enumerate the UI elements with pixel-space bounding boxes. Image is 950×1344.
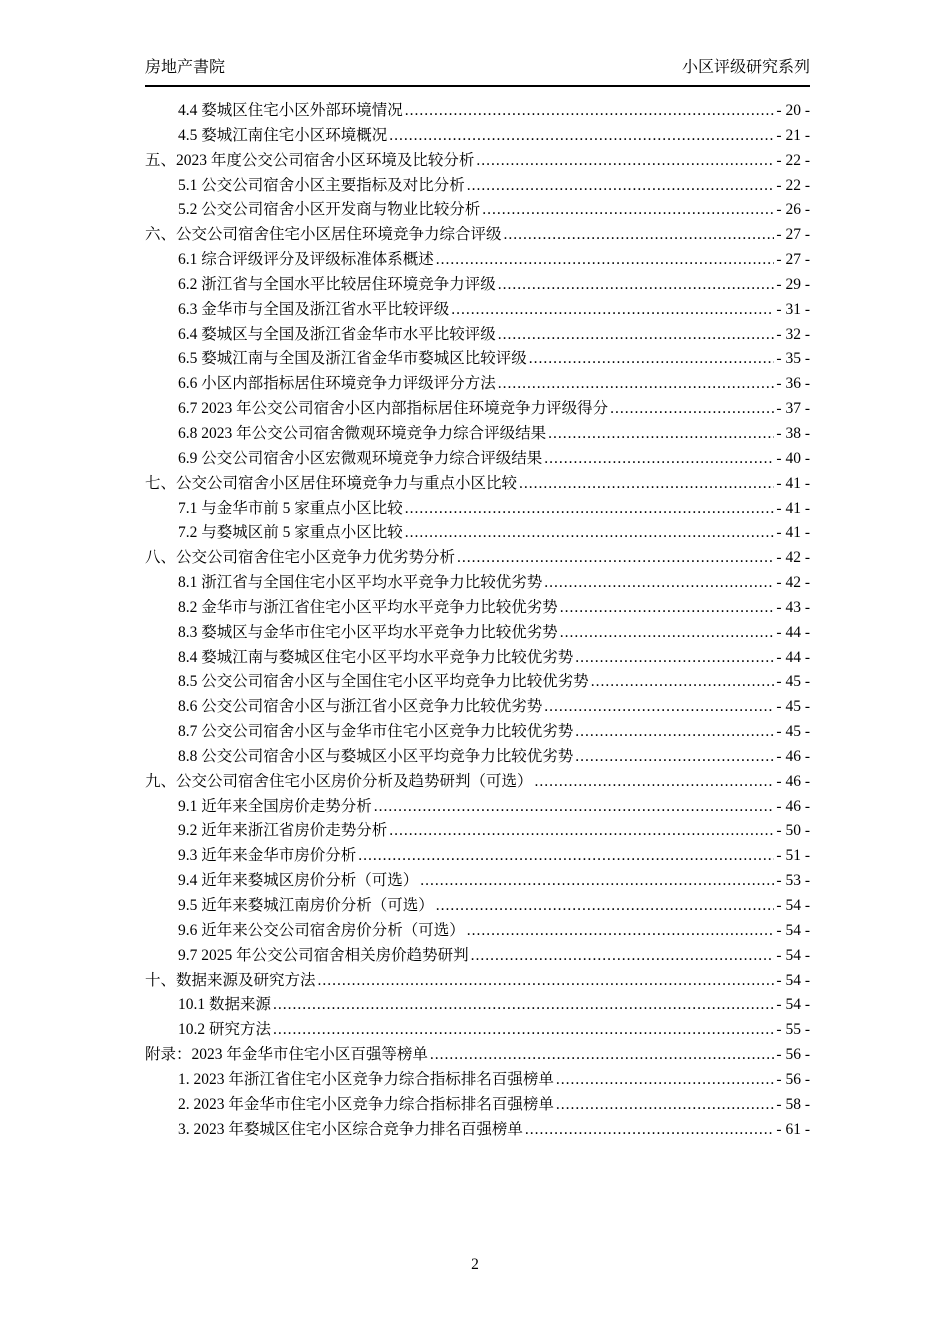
toc-dot-leader bbox=[430, 1046, 775, 1064]
toc-dot-leader bbox=[504, 226, 775, 244]
toc-entry[interactable] bbox=[145, 272, 810, 297]
toc-dot-leader bbox=[560, 624, 775, 642]
toc-entry-page: - 51 - bbox=[776, 847, 810, 865]
toc-entry[interactable] bbox=[145, 247, 810, 272]
toc-entry-label: 九、公交公司宿舍住宅小区房价分析及趋势研判（可选） bbox=[145, 772, 533, 790]
toc-entry-page: - 31 - bbox=[776, 300, 810, 318]
toc-dot-leader bbox=[420, 872, 774, 890]
toc-entry-page: - 46 - bbox=[776, 772, 810, 790]
header-left-title: 房地产書院 bbox=[145, 59, 226, 76]
toc-dot-leader bbox=[535, 773, 775, 791]
toc-dot-leader bbox=[610, 400, 774, 418]
toc-entry-label: 3. 2023 年婺城区住宅小区综合竞争力排名百强榜单 bbox=[178, 1120, 523, 1138]
toc-dot-leader bbox=[476, 152, 774, 170]
toc-entry-label: 8.5 公交公司宿舍小区与全国住宅小区平均竞争力比较优劣势 bbox=[178, 673, 589, 691]
toc-dot-leader bbox=[389, 822, 774, 840]
toc-dot-leader bbox=[436, 251, 775, 269]
toc-entry-page: - 54 - bbox=[776, 921, 810, 939]
toc-dot-leader bbox=[575, 723, 774, 741]
toc-entry-label: 8.2 金华市与浙江省住宅小区平均水平竞争力比较优劣势 bbox=[178, 598, 558, 616]
toc-dot-leader bbox=[556, 1096, 775, 1114]
toc-entry[interactable] bbox=[145, 818, 810, 843]
toc-entry[interactable] bbox=[145, 322, 810, 347]
toc-entry-page: - 54 - bbox=[776, 946, 810, 964]
toc-dot-leader bbox=[405, 500, 775, 518]
toc-entry-page: - 54 - bbox=[776, 996, 810, 1014]
toc-dot-leader bbox=[498, 375, 775, 393]
toc-dot-leader bbox=[273, 1021, 774, 1039]
toc-dot-leader bbox=[529, 350, 775, 368]
toc-entry-page: - 45 - bbox=[776, 723, 810, 741]
toc-dot-leader bbox=[457, 549, 774, 567]
toc-entry-page: - 36 - bbox=[776, 375, 810, 393]
toc-entry[interactable] bbox=[145, 669, 810, 694]
toc-entry-label: 7.2 与婺城区前 5 家重点小区比较 bbox=[178, 524, 403, 542]
toc-entry[interactable] bbox=[145, 868, 810, 893]
toc-dot-leader bbox=[374, 798, 775, 816]
toc-entry-label: 七、公交公司宿舍小区居住环境竞争力与重点小区比较 bbox=[145, 474, 518, 492]
toc-entry[interactable] bbox=[145, 943, 810, 968]
toc-entry[interactable] bbox=[145, 471, 810, 496]
toc-entry-page: - 29 - bbox=[776, 275, 810, 293]
toc-entry[interactable] bbox=[145, 297, 810, 322]
toc-entry-label: 9.5 近年来婺城江南房价分析（可选） bbox=[178, 897, 434, 914]
toc-entry[interactable] bbox=[145, 620, 810, 645]
toc-entry-label: 8.8 公交公司宿舍小区与婺城区小区平均竞争力比较优劣势 bbox=[178, 747, 574, 765]
toc-dot-leader bbox=[519, 475, 774, 493]
toc-entry-page: - 54 - bbox=[776, 897, 810, 914]
toc-entry-label: 2. 2023 年金华市住宅小区竞争力综合指标排名百强榜单 bbox=[178, 1095, 554, 1113]
toc-entry[interactable] bbox=[145, 520, 810, 545]
toc-entry[interactable] bbox=[145, 794, 810, 819]
toc-entry[interactable] bbox=[145, 197, 810, 222]
toc-entry-label: 10.2 研究方法 bbox=[178, 1021, 272, 1039]
toc-entry[interactable] bbox=[145, 1042, 810, 1067]
toc-entry-label: 5.1 公交公司宿舍小区主要指标及对比分析 bbox=[178, 176, 465, 194]
toc-entry-label: 8.4 婺城江南与婺城区住宅小区平均水平竞争力比较优劣势 bbox=[178, 648, 574, 666]
toc-entry-page: - 46 - bbox=[776, 797, 810, 815]
toc-dot-leader bbox=[591, 673, 775, 691]
toc-entry-page: - 41 - bbox=[776, 474, 810, 492]
toc-entry-label: 八、公交公司宿舍住宅小区竞争力优劣势分析 bbox=[145, 549, 456, 567]
toc-entry-page: - 50 - bbox=[776, 822, 810, 840]
toc-dot-leader bbox=[471, 947, 775, 965]
toc-entry-label: 六、公交公司宿舍住宅小区居住环境竞争力综合评级 bbox=[145, 226, 502, 244]
toc-entry-label: 6.2 浙江省与全国水平比较居住环境竞争力评级 bbox=[178, 275, 496, 293]
toc-entry[interactable] bbox=[145, 222, 810, 247]
toc-entry-page: - 27 - bbox=[776, 226, 810, 244]
toc-entry-label: 10.1 数据来源 bbox=[178, 996, 272, 1014]
toc-entry[interactable] bbox=[145, 968, 810, 993]
toc-entry-label: 1. 2023 年浙江省住宅小区竞争力综合指标排名百强榜单 bbox=[178, 1070, 554, 1088]
toc-entry-page: - 46 - bbox=[776, 747, 810, 765]
toc-entry-page: - 41 - bbox=[776, 524, 810, 542]
toc-entry-page: - 27 - bbox=[776, 251, 810, 269]
toc-entry-page: - 32 - bbox=[776, 325, 810, 343]
toc-entry-label: 9.3 近年来金华市房价分析 bbox=[178, 847, 357, 865]
toc-entry[interactable] bbox=[145, 98, 810, 123]
toc-entry[interactable] bbox=[145, 744, 810, 769]
toc-entry[interactable] bbox=[145, 645, 810, 670]
toc-entry-page: - 43 - bbox=[776, 598, 810, 616]
toc-dot-leader bbox=[436, 897, 775, 915]
toc-entry-page: - 41 - bbox=[776, 499, 810, 517]
toc-entry-label: 9.4 近年来婺城区房价分析（可选） bbox=[178, 872, 419, 890]
toc-entry-page: - 56 - bbox=[776, 1070, 810, 1088]
toc-entry-page: - 38 - bbox=[776, 424, 810, 442]
toc-dot-leader bbox=[405, 524, 775, 542]
toc-dot-leader bbox=[273, 996, 774, 1014]
toc-entry-label: 附录：2023 年金华市住宅小区百强等榜单 bbox=[145, 1046, 428, 1064]
toc-dot-leader bbox=[451, 301, 774, 319]
toc-entry[interactable] bbox=[145, 1117, 810, 1142]
toc-dot-leader bbox=[544, 574, 774, 592]
toc-entry[interactable] bbox=[145, 148, 810, 173]
toc-dot-leader bbox=[544, 698, 774, 716]
toc-entry[interactable] bbox=[145, 421, 810, 446]
toc-entry-page: - 53 - bbox=[776, 872, 810, 890]
toc-entry-label: 6.4 婺城区与全国及浙江省金华市水平比较评级 bbox=[178, 325, 496, 343]
toc-entry-label: 6.1 综合评级评分及评级标准体系概述 bbox=[178, 251, 434, 269]
toc-entry-label: 6.9 公交公司宿舍小区宏微观环境竞争力综合评级结果 bbox=[178, 449, 543, 467]
toc-entry[interactable] bbox=[145, 893, 810, 918]
page-header bbox=[145, 58, 810, 87]
toc-entry-page: - 37 - bbox=[776, 400, 810, 418]
toc-entry-page: - 44 - bbox=[776, 623, 810, 641]
page-footer bbox=[0, 1256, 950, 1274]
toc-entry-page: - 45 - bbox=[776, 698, 810, 716]
toc-entry-label: 6.7 2023 年公交公司宿舍小区内部指标居住环境竞争力评级得分 bbox=[178, 400, 609, 418]
toc-entry-label: 9.1 近年来全国房价走势分析 bbox=[178, 797, 372, 815]
toc-entry-page: - 45 - bbox=[776, 673, 810, 691]
toc-dot-leader bbox=[358, 847, 774, 865]
toc-entry[interactable] bbox=[145, 123, 810, 148]
toc-entry-label: 8.6 公交公司宿舍小区与浙江省小区竞争力比较优劣势 bbox=[178, 698, 543, 716]
toc-entry-label: 8.7 公交公司宿舍小区与金华市住宅小区竞争力比较优劣势 bbox=[178, 723, 574, 741]
toc-entry[interactable] bbox=[145, 545, 810, 570]
toc-dot-leader bbox=[575, 748, 774, 766]
toc-entry[interactable] bbox=[145, 570, 810, 595]
toc-entry-page: - 20 - bbox=[776, 102, 810, 119]
toc-entry-page: - 56 - bbox=[776, 1046, 810, 1064]
toc-entry[interactable] bbox=[145, 396, 810, 421]
toc-entry-label: 9.6 近年来公交公司宿舍房价分析（可选） bbox=[178, 921, 465, 939]
toc-dot-leader bbox=[467, 177, 775, 195]
toc-dot-leader bbox=[498, 276, 775, 294]
toc-entry-label: 8.1 浙江省与全国住宅小区平均水平竞争力比较优劣势 bbox=[178, 574, 543, 592]
toc-entry-page: - 35 - bbox=[776, 350, 810, 368]
toc-dot-leader bbox=[548, 425, 774, 443]
toc-dot-leader bbox=[575, 649, 774, 667]
toc-entry[interactable] bbox=[145, 719, 810, 744]
toc-entry-label: 4.5 婺城江南住宅小区环境概况 bbox=[178, 126, 388, 144]
toc-entry-label: 9.2 近年来浙江省房价走势分析 bbox=[178, 822, 388, 840]
toc-entry[interactable] bbox=[145, 173, 810, 198]
toc-entry-page: - 61 - bbox=[776, 1120, 810, 1138]
toc-dot-leader bbox=[467, 922, 775, 940]
toc-entry-page: - 26 - bbox=[776, 201, 810, 219]
toc-entry-page: - 42 - bbox=[776, 549, 810, 567]
toc-entry[interactable] bbox=[145, 371, 810, 396]
toc-entry-page: - 44 - bbox=[776, 648, 810, 666]
toc-entry-page: - 40 - bbox=[776, 449, 810, 467]
table-of-contents bbox=[145, 98, 810, 1141]
toc-entry-label: 7.1 与金华市前 5 家重点小区比较 bbox=[178, 499, 403, 517]
toc-entry-page: - 55 - bbox=[776, 1021, 810, 1039]
toc-entry-label: 4.4 婺城区住宅小区外部环境情况 bbox=[178, 102, 403, 119]
toc-entry-page: - 22 - bbox=[776, 176, 810, 194]
toc-dot-leader bbox=[544, 450, 774, 468]
toc-entry-label: 6.5 婺城江南与全国及浙江省金华市婺城区比较评级 bbox=[178, 350, 527, 368]
toc-dot-leader bbox=[482, 201, 774, 219]
toc-entry[interactable] bbox=[145, 446, 810, 471]
toc-entry[interactable] bbox=[145, 1092, 810, 1117]
toc-entry-label: 6.3 金华市与全国及浙江省水平比较评级 bbox=[178, 300, 450, 318]
toc-entry-label: 5.2 公交公司宿舍小区开发商与物业比较分析 bbox=[178, 201, 481, 219]
toc-dot-leader bbox=[525, 1121, 775, 1139]
toc-entry[interactable] bbox=[145, 1067, 810, 1092]
toc-entry[interactable] bbox=[145, 694, 810, 719]
toc-entry-label: 五、2023 年度公交公司宿舍小区环境及比较分析 bbox=[145, 151, 475, 169]
toc-entry-page: - 54 - bbox=[776, 971, 810, 989]
toc-entry-label: 9.7 2025 年公交公司宿舍相关房价趋势研判 bbox=[178, 946, 469, 964]
toc-entry[interactable] bbox=[145, 1017, 810, 1042]
toc-entry-page: - 22 - bbox=[776, 151, 810, 169]
toc-entry[interactable] bbox=[145, 595, 810, 620]
header-right-title: 小区评级研究系列 bbox=[681, 59, 810, 76]
toc-dot-leader bbox=[556, 1071, 775, 1089]
toc-dot-leader bbox=[318, 972, 775, 990]
toc-entry-label: 6.6 小区内部指标居住环境竞争力评级评分方法 bbox=[178, 375, 496, 393]
toc-entry[interactable] bbox=[145, 346, 810, 371]
toc-entry[interactable] bbox=[145, 496, 810, 521]
toc-entry-label: 十、数据来源及研究方法 bbox=[145, 971, 316, 989]
toc-dot-leader bbox=[498, 326, 775, 344]
toc-entry-page: - 21 - bbox=[776, 126, 810, 144]
toc-dot-leader bbox=[405, 102, 775, 120]
page-number: 2 bbox=[471, 1256, 479, 1273]
toc-dot-leader bbox=[389, 127, 774, 145]
toc-dot-leader bbox=[560, 599, 775, 617]
toc-entry-page: - 58 - bbox=[776, 1095, 810, 1113]
toc-entry[interactable] bbox=[145, 843, 810, 868]
toc-entry[interactable] bbox=[145, 918, 810, 943]
toc-entry[interactable] bbox=[145, 769, 810, 794]
toc-entry-label: 8.3 婺城区与金华市住宅小区平均水平竞争力比较优劣势 bbox=[178, 623, 558, 641]
toc-entry-page: - 42 - bbox=[776, 574, 810, 592]
toc-entry[interactable] bbox=[145, 992, 810, 1017]
toc-entry-label: 6.8 2023 年公交公司宿舍微观环境竞争力综合评级结果 bbox=[178, 424, 547, 442]
